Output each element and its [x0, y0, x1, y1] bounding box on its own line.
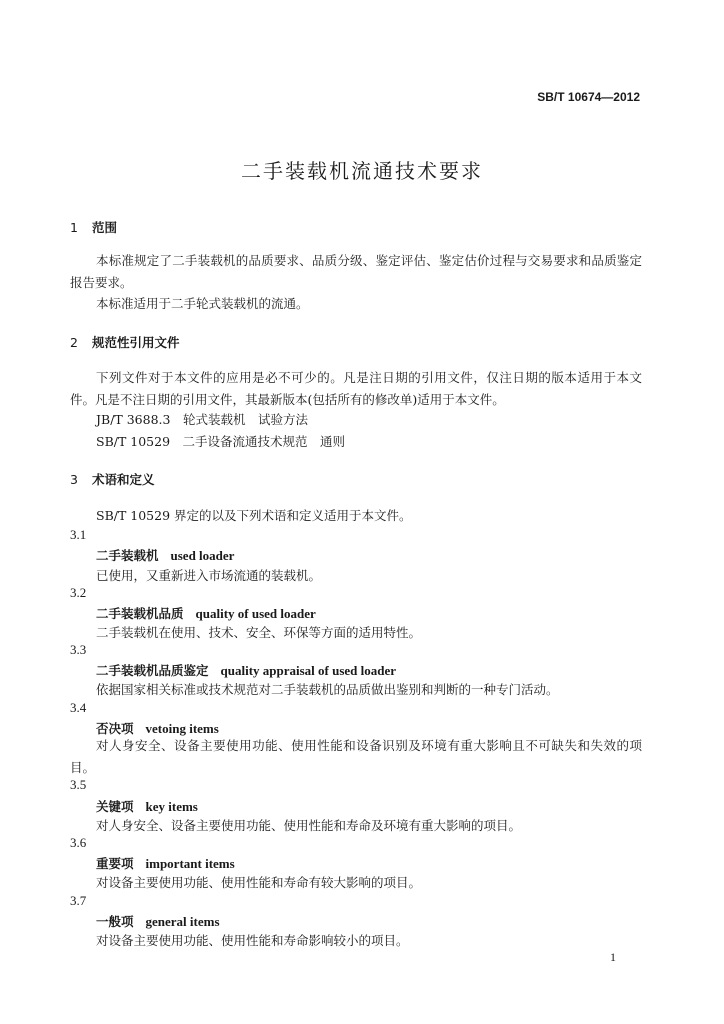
term-zh: 一般项 — [96, 914, 134, 929]
term-definition: 对人身安全、设备主要使用功能、使用性能和寿命及环境有重大影响的项目。 — [96, 818, 522, 833]
term-definition: 对设备主要使用功能、使用性能和寿命有较大影响的项目。 — [96, 875, 422, 890]
term-number: 3.3 — [70, 642, 87, 657]
term-heading — [96, 604, 316, 622]
term-zh: 二手装载机品质 — [96, 606, 184, 621]
term-number: 3.1 — [70, 527, 87, 542]
term-heading — [96, 912, 220, 930]
term-en: important items — [145, 856, 235, 871]
term-definition: 依据国家相关标准或技术规范对二手装载机的品质做出鉴别和判断的一种专门活动。 — [96, 682, 559, 697]
section-1-paragraph-1 — [70, 250, 642, 294]
reference-jbt-3688: JB/T 3688.3 轮式装载机 试验方法 — [96, 412, 308, 427]
term-definition: 已使用，又重新进入市场流通的装载机。 — [96, 568, 322, 583]
section-number: 1 — [70, 220, 78, 235]
term-definition — [70, 735, 642, 779]
term-zh: 二手装载机品质鉴定 — [96, 663, 209, 678]
section-1-paragraph-2: 本标准适用于二手轮式装载机的流通。 — [96, 296, 309, 311]
term-en: general items — [145, 914, 220, 929]
section-number: 2 — [70, 335, 78, 350]
term-definition: 二手装载机在使用、技术、安全、环保等方面的适用特性。 — [96, 625, 422, 640]
reference-sbt-10529: SB/T 10529 二手设备流通技术规范 通则 — [96, 434, 346, 449]
page-number: 1 — [610, 950, 616, 964]
term-zh: 二手装载机 — [96, 548, 159, 563]
paragraph-text: 下列文件对于本文件的应用是必不可少的。凡是注日期的引用文件，仅注日期的版本适用于本文件。凡是不注日期的引用文件，其最新版本(包括所有的修改单)适用于本文件。 — [70, 370, 642, 407]
term-zh: 关键项 — [96, 799, 134, 814]
section-3-intro: SB/T 10529 界定的以及下列术语和定义适用于本文件。 — [96, 508, 412, 523]
term-zh: 重要项 — [96, 856, 134, 871]
term-en: used loader — [170, 548, 235, 563]
term-zh: 否决项 — [96, 721, 134, 736]
term-en: vetoing items — [145, 721, 219, 736]
section-title: 范围 — [92, 220, 118, 235]
term-number: 3.6 — [70, 835, 87, 850]
term-en: key items — [145, 799, 198, 814]
section-3-heading — [70, 470, 155, 488]
section-title: 规范性引用文件 — [92, 335, 180, 350]
term-definition: 对设备主要使用功能、使用性能和寿命影响较小的项目。 — [96, 933, 409, 948]
section-title: 术语和定义 — [92, 472, 155, 487]
term-heading — [96, 854, 235, 872]
definition-text: 对人身安全、设备主要使用功能、使用性能和设备识别及环境有重大影响且不可缺失和失效的项目。 — [70, 738, 642, 775]
term-number: 3.7 — [70, 893, 87, 908]
term-heading — [96, 546, 234, 564]
term-number: 3.5 — [70, 777, 87, 792]
section-number: 3 — [70, 472, 78, 487]
section-2-paragraph-1 — [70, 367, 642, 411]
term-heading — [96, 797, 198, 815]
section-2-heading — [70, 333, 180, 351]
term-number: 3.2 — [70, 585, 87, 600]
term-en: quality appraisal of used loader — [220, 663, 397, 678]
term-en: quality of used loader — [195, 606, 316, 621]
term-heading — [96, 661, 396, 679]
term-number: 3.4 — [70, 700, 87, 715]
standard-code: SB/T 10674—2012 — [537, 90, 640, 104]
section-1-heading — [70, 218, 117, 236]
paragraph-text: 本标准规定了二手装载机的品质要求、品质分级、鉴定评估、鉴定估价过程与交易要求和品质鉴定报告要求。 — [70, 253, 642, 290]
document-title: 二手装载机流通技术要求 — [241, 159, 483, 183]
